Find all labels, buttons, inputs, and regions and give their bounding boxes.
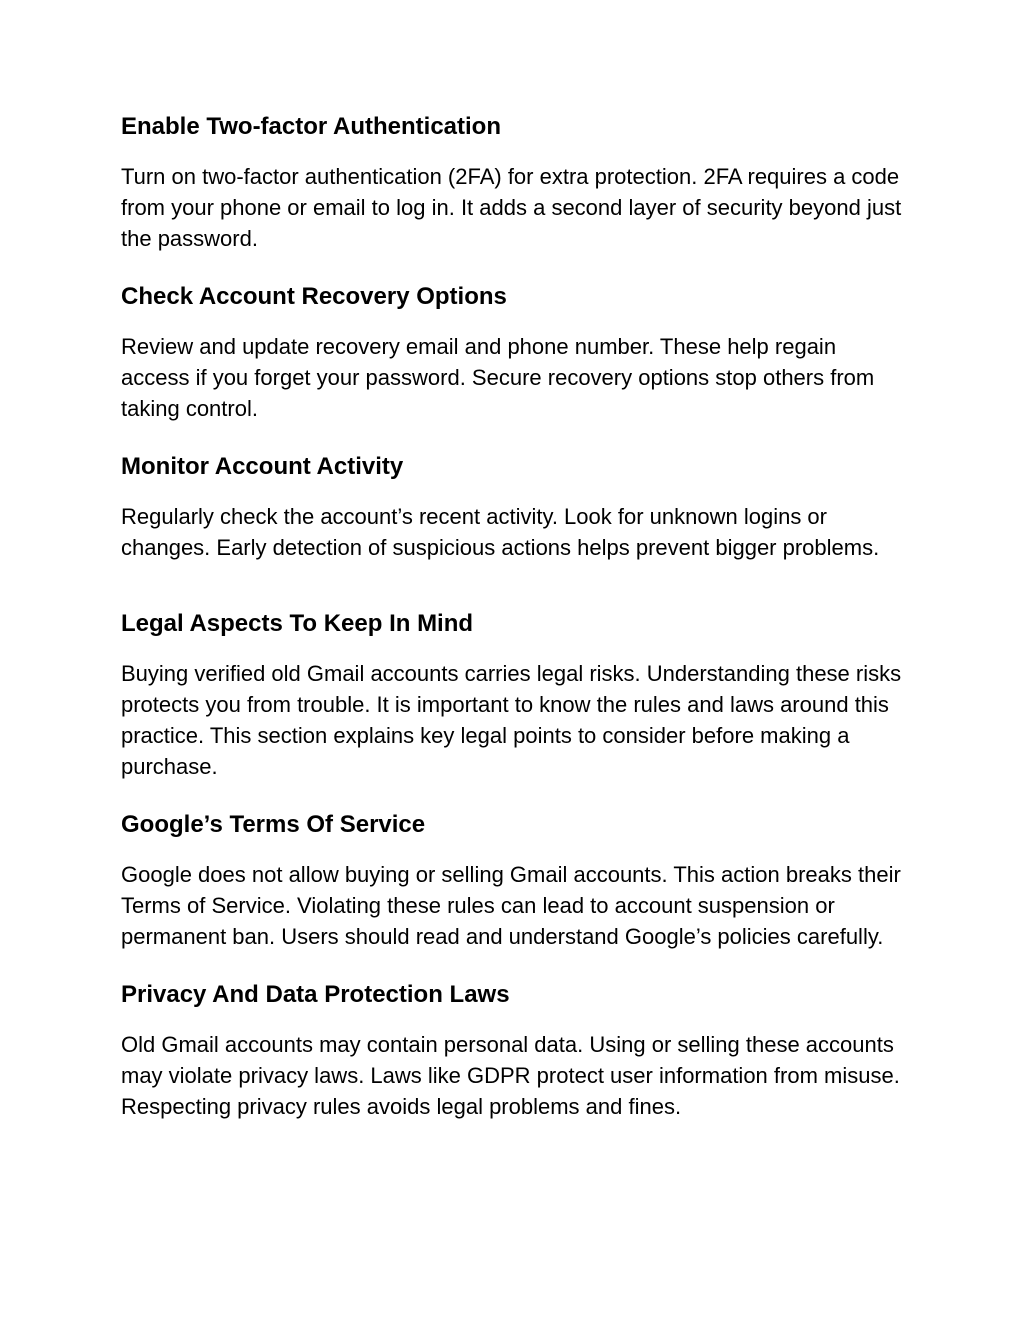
heading-googles-terms-of-service: Google’s Terms Of Service	[121, 811, 426, 838]
paragraph-googles-terms-of-service: Google does not allow buying or selling Gmail accounts. This action breaks their Terms of Service. Violating these rules can lead to account suspension or permanent ban. Users should read and understand Google’s policies carefully.	[121, 862, 901, 949]
paragraph-legal-aspects-to-keep-in-mind: Buying verified old Gmail accounts carries legal risks. Understanding these risks protects you from trouble. It is important to know the rules and laws around this practice. This section explains key legal points to consider before making a purchase.	[121, 661, 902, 779]
paragraph-check-account-recovery-options: Review and update recovery email and phone number. These help regain access if you forget your password. Secure recovery options stop others from taking control.	[121, 334, 875, 421]
heading-check-account-recovery-options: Check Account Recovery Options	[121, 283, 507, 310]
paragraph-monitor-account-activity: Regularly check the account’s recent activity. Look for unknown logins or changes. Early detection of suspicious actions helps prevent bigger problems.	[121, 504, 880, 560]
document-content	[121, 0, 905, 1148]
heading-legal-aspects-to-keep-in-mind: Legal Aspects To Keep In Mind	[121, 610, 474, 637]
heading-privacy-and-data-protection-laws: Privacy And Data Protection Laws	[121, 981, 510, 1008]
heading-enable-two-factor-authentication: Enable Two-factor Authentication	[121, 113, 502, 140]
paragraph-enable-two-factor-authentication: Turn on two-factor authentication (2FA) for extra protection. 2FA requires a code from your phone or email to log in. It adds a second layer of security beyond just the password.	[121, 164, 902, 251]
paragraph-privacy-and-data-protection-laws: Old Gmail accounts may contain personal data. Using or selling these accounts may violate privacy laws. Laws like GDPR protect user information from misuse. Respecting privacy rules avoids legal problems and fines.	[121, 1032, 900, 1119]
heading-monitor-account-activity: Monitor Account Activity	[121, 453, 404, 480]
